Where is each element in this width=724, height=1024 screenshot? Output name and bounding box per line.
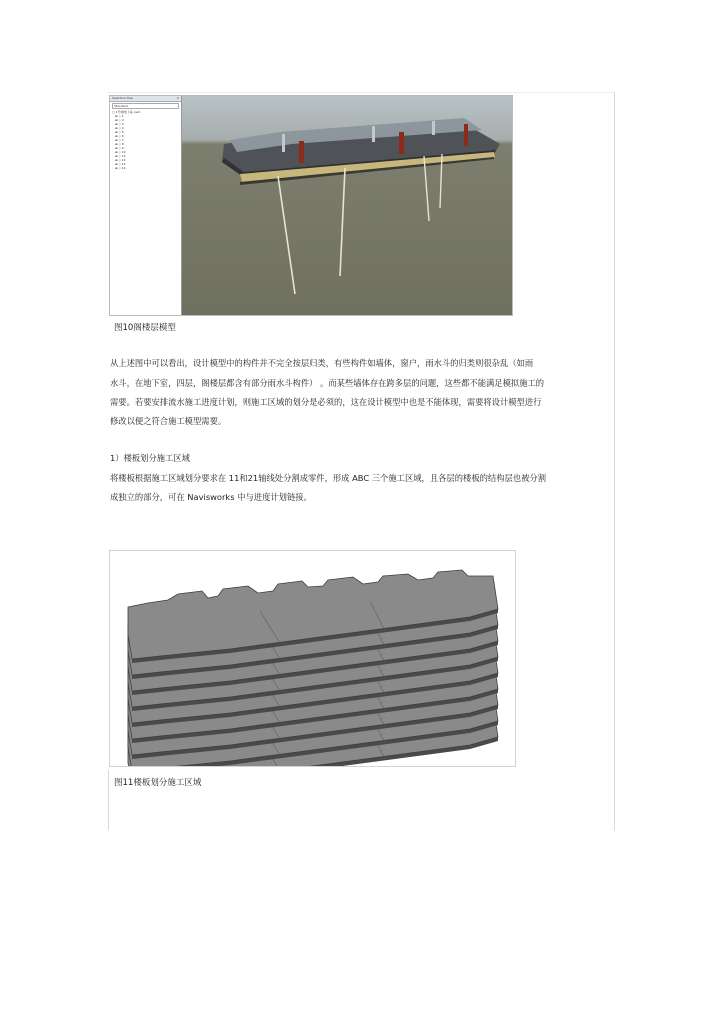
paragraph-line: 从上述图中可以看出，设计模型中的构件并不完全按层归类，有些构件如墙体，窗户，雨水斗的归类则很杂乱（如雨 — [110, 358, 534, 368]
tree-item[interactable]: ⊞ ◇ 12 — [115, 158, 126, 162]
tree-item[interactable]: ⊞ ◇ 5 — [115, 130, 124, 134]
selection-tree-titlebar — [110, 96, 181, 102]
tree-item[interactable]: ⊞ ◇ 1 — [115, 114, 124, 118]
paragraph-line: 修改以便之符合施工模型需要。 — [110, 416, 227, 426]
slab-stack — [110, 551, 515, 766]
tree-item[interactable]: ⊞ ◇ 10 — [115, 150, 126, 154]
tree-item[interactable]: ⊞ ◇ 14 — [115, 166, 126, 170]
page-rule — [108, 770, 109, 830]
paragraph-line: 成独立的部分，可在 Navisworks 中与进度计划链接。 — [110, 492, 312, 502]
tree-item[interactable]: ⊞ ◇ 9 — [115, 146, 124, 150]
paragraph-line: 需要。若要安排流水施工进度计划，则施工区域的划分是必须的，这在设计模型中也是不能体现，需要将设计模型进行 — [110, 397, 542, 407]
selection-tree-panel — [110, 96, 182, 315]
attic-model-render — [182, 96, 512, 315]
tree-item[interactable]: ⊞ ◇ 13 — [115, 162, 126, 166]
selection-tree-list — [110, 110, 181, 170]
tree-item[interactable]: ⊞ ◇ 7 — [115, 138, 124, 142]
selection-tree-dropdown: Standard — [112, 103, 179, 109]
figure-11-caption: 图11楼板划分施工区域 — [114, 778, 202, 788]
figure-11-slab-render — [109, 550, 516, 767]
tree-item[interactable]: ⊞ ◇ 11 — [115, 154, 126, 158]
tree-item[interactable]: □ 1号楼地下室.nwd — [112, 110, 140, 114]
paragraph-line: 将楼板根据施工区域划分要求在 11和21轴线处分割成零件，形成 ABC 三个施工区域，且各层的楼板的结构层也被分割 — [110, 473, 546, 483]
figure-10-caption: 图10阁楼层模型 — [114, 323, 176, 333]
figure-10-screenshot — [109, 95, 513, 316]
section-heading: 1）楼板划分施工区域 — [110, 453, 190, 463]
tree-item[interactable]: ⊞ ◇ 4 — [115, 126, 124, 130]
tree-item[interactable]: ⊞ ◇ 2 — [115, 118, 124, 122]
tree-item[interactable]: ⊞ ◇ 8 — [115, 142, 124, 146]
tree-item[interactable]: ⊞ ◇ 3 — [115, 122, 124, 126]
3d-viewport — [182, 96, 512, 315]
close-icon: ✕ — [176, 96, 179, 100]
paragraph-line: 水斗，在地下室，四层，阁楼层都含有部分雨水斗构件） 。而某些墙体存在跨多层的问题，这些都不能满足模拟施工的 — [110, 378, 545, 388]
tree-item[interactable]: ⊞ ◇ 6 — [115, 134, 124, 138]
selection-tree-title: Selection Tree — [112, 96, 134, 100]
